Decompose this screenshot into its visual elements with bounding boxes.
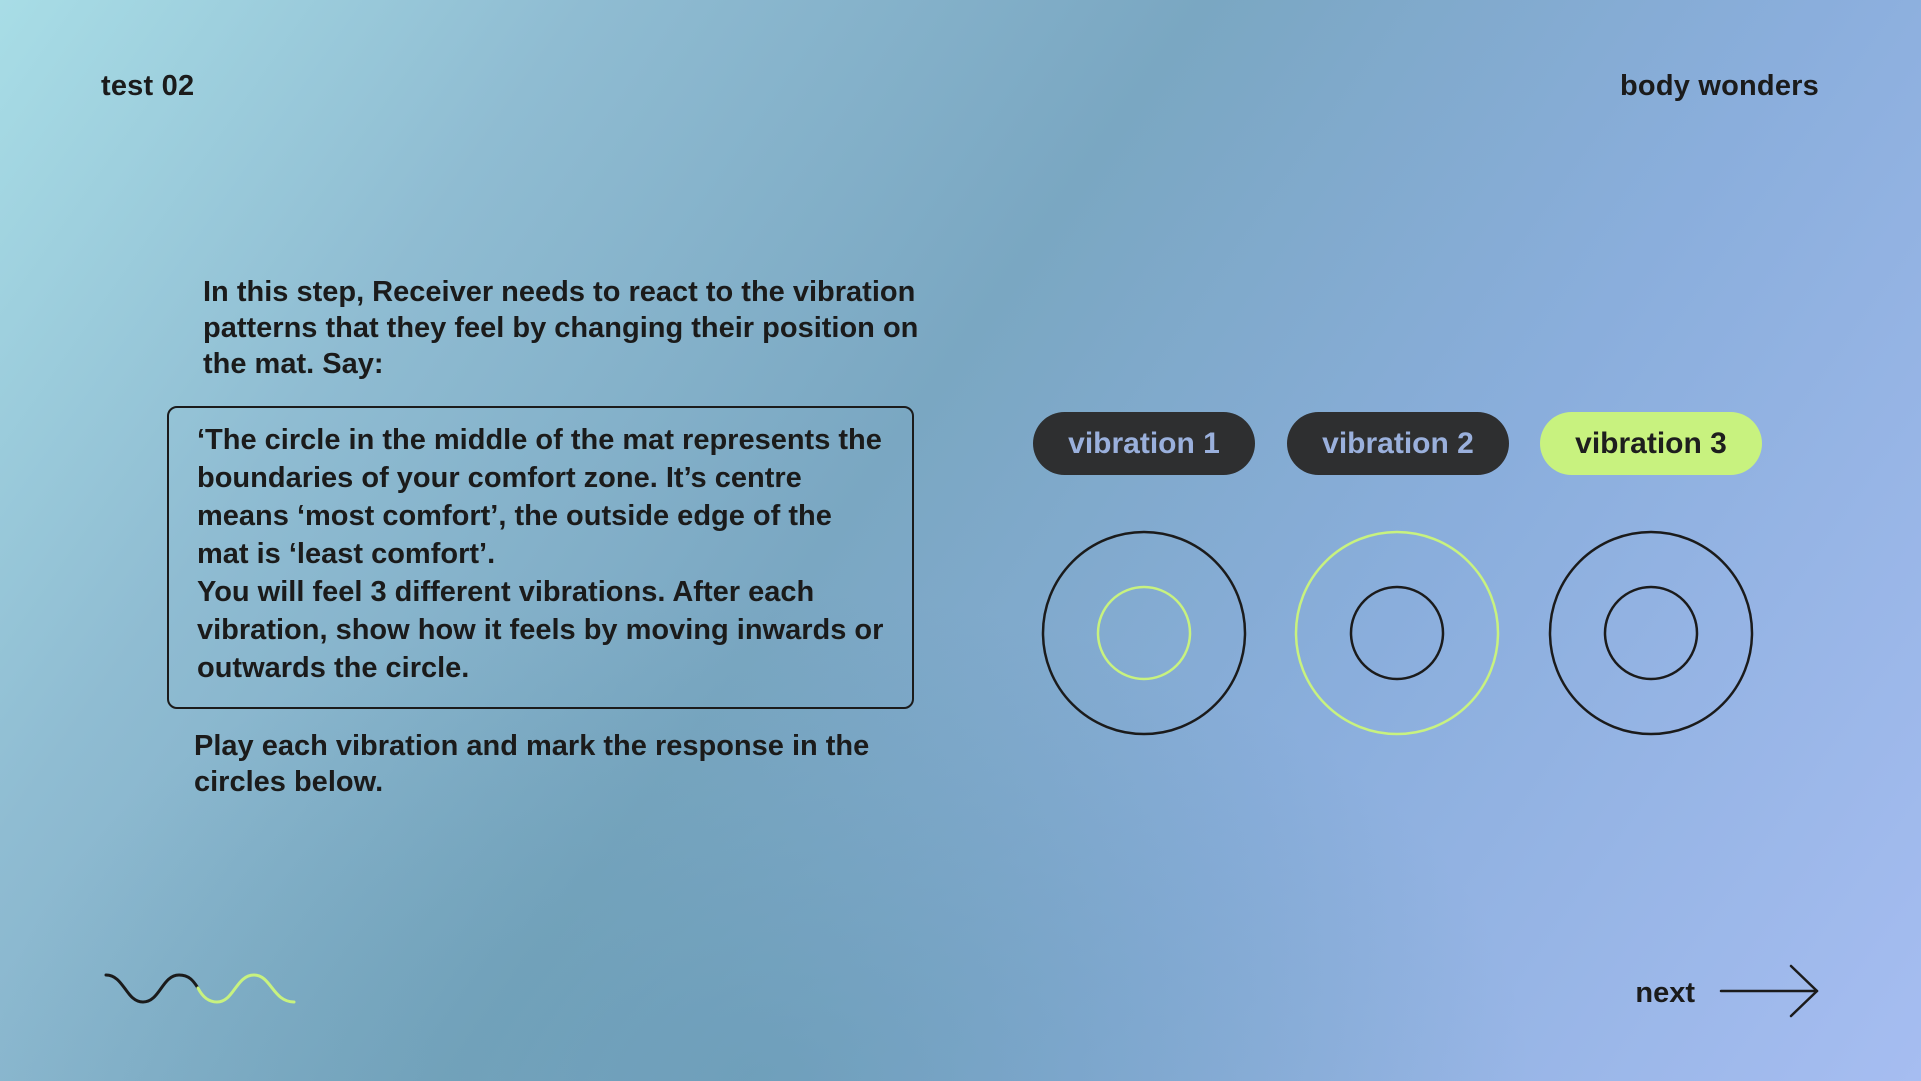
next-label: next <box>1635 976 1695 1009</box>
inner-ring[interactable] <box>1098 587 1190 679</box>
response-target-3[interactable] <box>1548 530 1754 736</box>
outer-ring[interactable] <box>1043 532 1245 734</box>
outer-ring[interactable] <box>1296 532 1498 734</box>
quote-line: means ‘most comfort’, the outside edge of the <box>197 500 832 532</box>
page-label: test 02 <box>101 70 195 102</box>
response-target-1[interactable] <box>1041 530 1247 736</box>
vibration-2-button[interactable]: vibration 2 <box>1287 412 1509 475</box>
inner-ring[interactable] <box>1351 587 1443 679</box>
wave-icon <box>104 968 296 1008</box>
quote-line: vibration, show how it feels by moving inwards or <box>197 614 884 646</box>
arrow-right-icon <box>1719 964 1821 1023</box>
quote-line: You will feel 3 different vibrations. After each <box>197 576 815 608</box>
quote-line: mat is ‘least comfort’. <box>197 538 496 570</box>
next-button[interactable] <box>1635 966 1821 1020</box>
quote-line: boundaries of your comfort zone. It’s centre <box>197 462 802 494</box>
intro-text: In this step, Receiver needs to react to the vibration patterns that they feel by changing their position on the mat. Say: <box>203 276 919 380</box>
brand-name: body wonders <box>1620 70 1819 102</box>
response-target-2[interactable] <box>1294 530 1500 736</box>
vibration-3-button[interactable]: vibration 3 <box>1540 412 1762 475</box>
quote-line: ‘The circle in the middle of the mat represents the <box>197 424 882 456</box>
quote-box <box>167 406 914 709</box>
inner-ring[interactable] <box>1605 587 1697 679</box>
outro-text: Play each vibration and mark the response in the circles below. <box>194 730 870 798</box>
outer-ring[interactable] <box>1550 532 1752 734</box>
quote-line: outwards the circle. <box>197 652 470 684</box>
vibration-1-button[interactable]: vibration 1 <box>1033 412 1255 475</box>
